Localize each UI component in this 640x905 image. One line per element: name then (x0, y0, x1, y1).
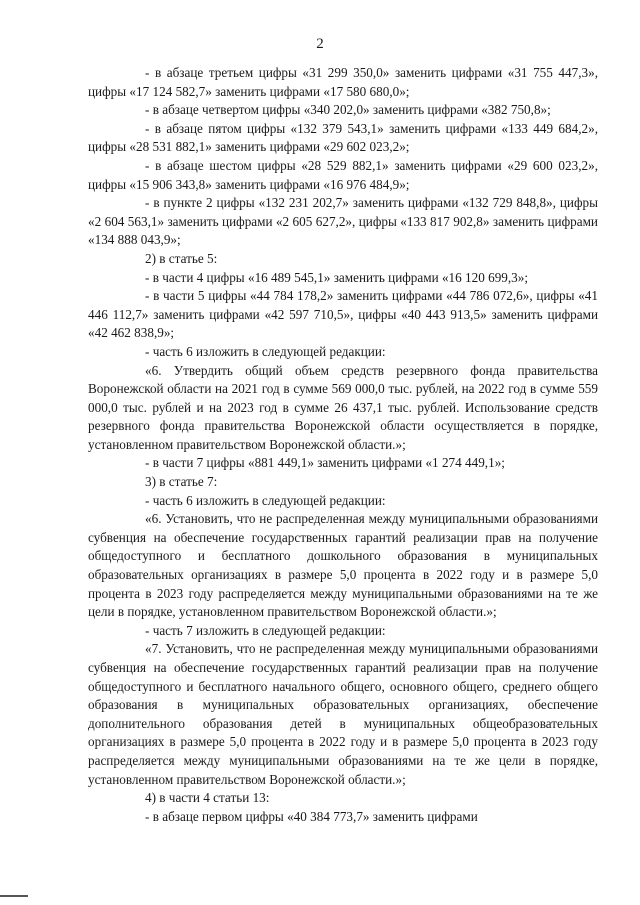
paragraph: «6. Утвердить общий объем средств резервного фонда правительства Воронежской области на 2021 год в сумме 569 000,0 тыс. рублей, на 2022 год в сумме 559 000,0 тыс. рублей и на 2023 год в сумме 26 437,1 тыс. рублей. Использование средств резервного фонда правительства Воронежской области осуществляется в порядке, установленном правительством Воронежской области.»; (88, 362, 598, 452)
paragraph: «7. Установить, что не распределенная между муниципальными образованиями субвенция на обеспечение государственных гарантий реализации прав на получение общедоступного и бесплатного начального общего, основного общего, среднего общего образования в муниципальных образовательных организациях, обеспечение дополнительного образования детей в муниципальных общеобразовательных организациях в размере 5,0 процента в 2022 году и в размере 5,0 процента в 2023 году распределяется между муниципальными образованиями на те же цели в порядке, установленном правительством Воронежской области.»; (88, 641, 598, 787)
paragraph: - в пункте 2 цифры «132 231 202,7» заменить цифрами «132 729 848,8», цифры «2 604 563,1» заменить цифрами «2 605 627,2», цифры «133 817 902,8» заменить цифрами «134 888 043,9»; (88, 195, 598, 248)
paragraph: - часть 7 изложить в следующей редакции: (145, 622, 386, 638)
paragraph: - часть 6 изложить в следующей редакции: (145, 343, 386, 359)
paragraph: - часть 6 изложить в следующей редакции: (145, 492, 386, 508)
page-number: 2 (316, 36, 324, 52)
paragraph: - в части 7 цифры «881 449,1» заменить цифрами «1 274 449,1»; (145, 455, 505, 471)
paragraph: - в абзаце третьем цифры «31 299 350,0» заменить цифрами «31 755 447,3», цифры «17 124 582,7» заменить цифрами «17 580 680,0»; (88, 65, 598, 99)
paragraph: 4) в части 4 статьи 13: (145, 790, 270, 806)
paragraph: «6. Установить, что не распределенная между муниципальными образованиями субвенция на обеспечение государственных гарантий реализации прав на получение общедоступного и бесплатного дошкольного образования в муниципальных образовательных организациях в размере 5,0 процента в 2022 году и в размере 5,0 процента в 2023 году распределяется между муниципальными образованиями на те же цели в порядке, установленном правительством Воронежской области.»; (88, 511, 598, 620)
paragraph: - в абзаце пятом цифры «132 379 543,1» заменить цифрами «133 449 684,2», цифры «28 531 882,1» заменить цифрами «29 602 023,2»; (88, 120, 598, 155)
paragraph: - в части 5 цифры «44 784 178,2» заменить цифрами «44 786 072,6», цифры «41 446 112,7» заменить цифрами «42 597 710,5», цифры «40 443 913,5» заменить цифрами «42 462 838,9»; (88, 288, 598, 341)
paragraph: - в абзаце шестом цифры «28 529 882,1» заменить цифрами «29 600 023,2», цифры «15 906 343,8» заменить цифрами «16 976 484,9»; (88, 157, 598, 192)
paragraph: - в абзаце четвертом цифры «340 202,0» заменить цифрами «382 750,8»; (145, 102, 551, 118)
paragraph: - в части 4 цифры «16 489 545,1» заменить цифрами «16 120 699,3»; (145, 269, 529, 285)
document-body (88, 64, 598, 826)
paragraph: 2) в статье 5: (145, 250, 218, 266)
paragraph: 3) в статье 7: (145, 474, 218, 490)
paragraph: - в абзаце первом цифры «40 384 773,7» заменить цифрами (145, 808, 478, 824)
scan-edge-mark (0, 895, 28, 897)
